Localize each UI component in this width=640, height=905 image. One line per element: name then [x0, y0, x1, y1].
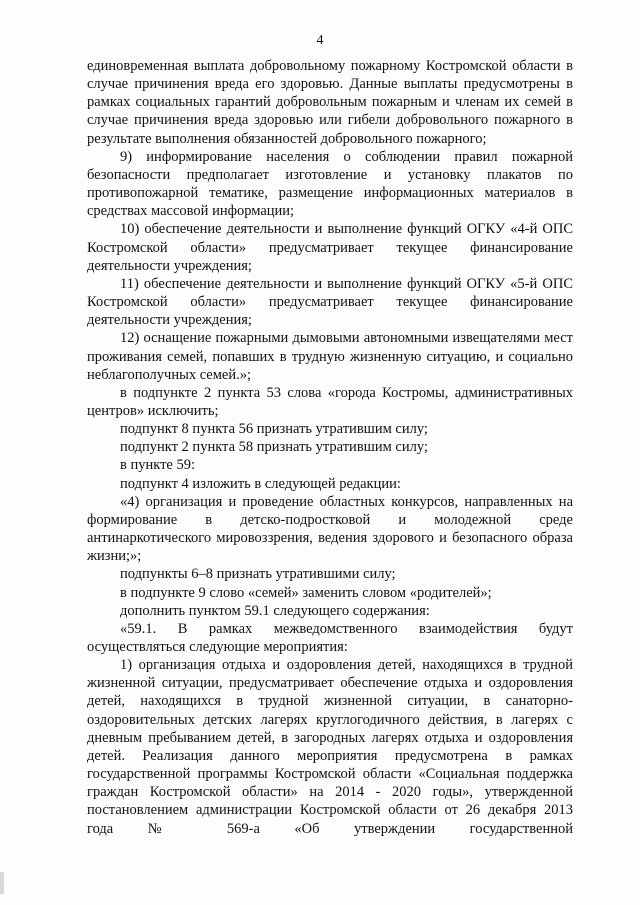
paragraph: в подпункте 2 пункта 53 слова «города Костромы, административных центров» исключить; — [87, 384, 573, 419]
paragraph: 12) оснащение пожарными дымовыми автономными извещателями мест проживания семей, попавших в трудную жизненную ситуацию, и социально неблагополучных семей.»; — [87, 330, 573, 383]
paragraph: подпункт 8 пункта 56 признать утратившим силу; — [120, 421, 428, 438]
document-body — [87, 57, 573, 838]
paragraph: «59.1. В рамках межведомственного взаимодействия будут осуществляться следующие мероприятия: — [87, 620, 573, 655]
paragraph: 11) обеспечение деятельности и выполнение функций ОГКУ «5-й ОПС Костромской области» предусматривает текущее финансирование деятельности учреждения; — [87, 275, 573, 329]
paragraph: подпункт 2 пункта 58 признать утратившим силу; — [120, 439, 428, 456]
paragraph: 1) организация отдыха и оздоровления детей, находящихся в трудной жизненной ситуации, предусматривает обеспечение отдыха и оздоровления детей, находящихся в трудной жизненной ситуации, в санаторно-оздоровительных детских лагерях круглогодичного действия, в лагерях с дневным пребыванием детей, в загородных лагерях отдыха и оздоровления детей. Реализация данного мероприятия предусмотрена в рамках государственной программы Костромской области «Социальная поддержка граждан Костромской области» на 2014 - 2020 годы», утвержденной постановлением администрации Костромской области от 26 декабря 2013 года № 569-а «Об утверждении государственной — [87, 657, 573, 837]
paragraph: 10) обеспечение деятельности и выполнение функций ОГКУ «4-й ОПС Костромской области» предусматривает текущее финансирование деятельности учреждения; — [87, 221, 573, 274]
page-number: 4 — [316, 33, 324, 48]
paragraph: 9) информирование населения о соблюдении правил пожарной безопасности предполагает изготовление и установку плакатов по противопожарной тематике, размещение информационных материалов в средствах массовой информации; — [87, 148, 573, 220]
paragraph: в пункте 59: — [120, 457, 196, 474]
paragraph: «4) организация и проведение областных конкурсов, направленных на формирование в детско-подростковой и молодежной среде антинаркотического мировоззрения, ведения здорового и безопасного образа жизни;»; — [87, 493, 573, 565]
scan-edge-mark — [0, 872, 4, 894]
paragraph: дополнить пунктом 59.1 следующего содержания: — [120, 602, 430, 619]
paragraph: подпункт 4 изложить в следующей редакции: — [120, 475, 401, 492]
paragraph: в подпункте 9 слово «семей» заменить словом «родителей»; — [120, 584, 492, 601]
paragraph: подпункты 6–8 признать утратившими силу; — [120, 566, 396, 583]
paragraph: единовременная выплата добровольному пожарному Костромской области в случае причинения вреда его здоровью. Данные выплаты предусмотрены в рамках социальных гарантий добровольным пожарным и членам их семей в случае причинения вреда здоровью или гибели добровольного пожарного в результате выполнения обязанностей добровольного пожарного; — [87, 58, 573, 147]
